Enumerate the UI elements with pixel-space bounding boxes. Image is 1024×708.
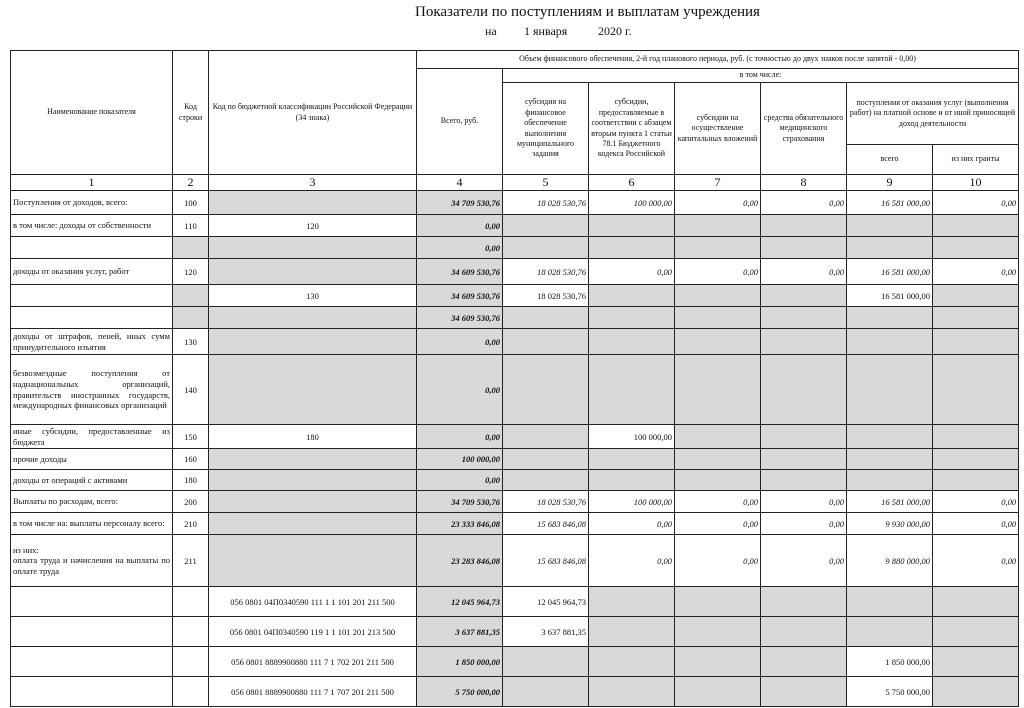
cell-c9 <box>847 449 933 470</box>
cell-total: 34 609 530,76 <box>417 307 503 329</box>
cell-name <box>11 285 173 307</box>
cell-c7: 0,00 <box>675 513 761 535</box>
cell-c10 <box>933 237 1019 259</box>
cell-code: 100 <box>173 191 209 215</box>
cell-name: доходы от оказания услуг, работ <box>11 259 173 285</box>
cell-c6 <box>589 647 675 677</box>
table-row <box>11 191 1019 215</box>
cell-kbk <box>209 449 417 470</box>
header-c8: средства обязательного медицинского страхования <box>761 83 847 175</box>
cell-c9 <box>847 617 933 647</box>
date-day-month: 1 января <box>524 24 568 38</box>
cell-total: 0,00 <box>417 215 503 237</box>
column-number: 9 <box>847 175 933 191</box>
table-row <box>11 617 1019 647</box>
cell-c6 <box>589 449 675 470</box>
cell-c10 <box>933 355 1019 425</box>
cell-c7 <box>675 285 761 307</box>
cell-c6: 100 000,00 <box>589 191 675 215</box>
table-row <box>11 307 1019 329</box>
cell-kbk <box>209 259 417 285</box>
cell-c8 <box>761 425 847 449</box>
cell-c6 <box>589 470 675 491</box>
column-number: 5 <box>503 175 589 191</box>
cell-name: прочие доходы <box>11 449 173 470</box>
cell-kbk: 056 0801 04П0340590 111 1 1 101 201 211 500 <box>209 587 417 617</box>
cell-c10: 0,00 <box>933 259 1019 285</box>
table-row <box>11 535 1019 587</box>
cell-name <box>11 587 173 617</box>
header-c6: субсидии, предоставляемые в соответствии с абзацем вторым пункта 1 статьи 78.1 Бюджетного кодекса Российской <box>589 83 675 175</box>
cell-kbk: 180 <box>209 425 417 449</box>
cell-total: 1 850 000,00 <box>417 647 503 677</box>
cell-kbk <box>209 307 417 329</box>
column-number: 10 <box>933 175 1019 191</box>
cell-c7: 0,00 <box>675 535 761 587</box>
cell-c5 <box>503 425 589 449</box>
cell-c9 <box>847 307 933 329</box>
cell-c5: 15 683 846,08 <box>503 513 589 535</box>
header-total: Всего, руб. <box>417 69 503 175</box>
header-c9-grants: из них гранты <box>933 145 1019 175</box>
cell-c9 <box>847 237 933 259</box>
header-volume: Объем финансового обеспечения, 2-й год планового периода, руб. (с точностью до двух знаков после запятой - 0,00) <box>417 51 1019 69</box>
cell-code: 120 <box>173 259 209 285</box>
cell-c5: 3 637 881,35 <box>503 617 589 647</box>
cell-c6 <box>589 307 675 329</box>
cell-kbk <box>209 237 417 259</box>
table-row <box>11 449 1019 470</box>
cell-c10 <box>933 285 1019 307</box>
column-number: 8 <box>761 175 847 191</box>
table-row <box>11 285 1019 307</box>
cell-c6 <box>589 587 675 617</box>
cell-code <box>173 647 209 677</box>
cell-c7 <box>675 237 761 259</box>
cell-kbk <box>209 470 417 491</box>
cell-total: 5 750 000,00 <box>417 677 503 707</box>
cell-c8 <box>761 449 847 470</box>
header-kbk: Код по бюджетной классификации Российской Федерации (34 знака) <box>209 51 417 175</box>
cell-c9 <box>847 355 933 425</box>
cell-c8 <box>761 329 847 355</box>
cell-code: 150 <box>173 425 209 449</box>
cell-name: иные субсидии, предоставленные из бюджета <box>11 425 173 449</box>
cell-c6 <box>589 677 675 707</box>
table-row <box>11 647 1019 677</box>
finance-table <box>10 50 1019 707</box>
cell-kbk <box>209 329 417 355</box>
cell-total: 23 283 846,08 <box>417 535 503 587</box>
cell-kbk: 130 <box>209 285 417 307</box>
cell-name <box>11 237 173 259</box>
cell-total: 34 709 530,76 <box>417 191 503 215</box>
cell-kbk: 120 <box>209 215 417 237</box>
table-row <box>11 470 1019 491</box>
cell-kbk: 056 0801 8889900880 111 7 1 702 201 211 500 <box>209 647 417 677</box>
document-title: Показатели по поступлениям и выплатам учреждения <box>415 4 760 20</box>
table-row <box>11 491 1019 513</box>
cell-c9: 16 581 000,00 <box>847 259 933 285</box>
cell-c7: 0,00 <box>675 491 761 513</box>
cell-c9: 16 581 000,00 <box>847 285 933 307</box>
cell-code: 160 <box>173 449 209 470</box>
cell-c6 <box>589 237 675 259</box>
table-row <box>11 425 1019 449</box>
cell-code <box>173 587 209 617</box>
cell-c8: 0,00 <box>761 491 847 513</box>
cell-c10 <box>933 449 1019 470</box>
date-prefix: на <box>485 24 497 38</box>
cell-c10 <box>933 587 1019 617</box>
cell-c7 <box>675 587 761 617</box>
cell-c6 <box>589 215 675 237</box>
column-number: 4 <box>417 175 503 191</box>
cell-c5: 18 028 530,76 <box>503 491 589 513</box>
cell-total: 0,00 <box>417 470 503 491</box>
cell-c5: 18 028 530,76 <box>503 191 589 215</box>
cell-name <box>11 647 173 677</box>
cell-c9 <box>847 470 933 491</box>
cell-kbk: 056 0801 8889900880 111 7 1 707 201 211 500 <box>209 677 417 707</box>
cell-c5 <box>503 307 589 329</box>
cell-c7 <box>675 617 761 647</box>
cell-name: доходы от операций с активами <box>11 470 173 491</box>
cell-c7 <box>675 215 761 237</box>
cell-c8 <box>761 647 847 677</box>
cell-c10 <box>933 470 1019 491</box>
cell-c7: 0,00 <box>675 259 761 285</box>
cell-c9: 5 750 000,00 <box>847 677 933 707</box>
cell-c8: 0,00 <box>761 513 847 535</box>
table-row <box>11 677 1019 707</box>
cell-c7 <box>675 647 761 677</box>
header-c5: субсидия на финансовое обеспечение выполнения муниципального задания <box>503 83 589 175</box>
cell-c8: 0,00 <box>761 535 847 587</box>
cell-name: в том числе: доходы от собственности <box>11 215 173 237</box>
cell-code: 180 <box>173 470 209 491</box>
cell-c6: 0,00 <box>589 513 675 535</box>
cell-name: из них: оплата труда и начисления на выплаты по оплате труда <box>11 535 173 587</box>
header-incl: в том числе: <box>503 69 1019 83</box>
cell-code <box>173 237 209 259</box>
cell-code: 110 <box>173 215 209 237</box>
cell-c5 <box>503 449 589 470</box>
column-number: 6 <box>589 175 675 191</box>
cell-total: 0,00 <box>417 425 503 449</box>
table-row <box>11 259 1019 285</box>
cell-c5: 18 028 530,76 <box>503 285 589 307</box>
cell-c10 <box>933 425 1019 449</box>
cell-c7 <box>675 307 761 329</box>
cell-c8: 0,00 <box>761 259 847 285</box>
cell-total: 3 637 881,35 <box>417 617 503 647</box>
table-row <box>11 329 1019 355</box>
cell-code <box>173 307 209 329</box>
cell-c9 <box>847 587 933 617</box>
cell-c10: 0,00 <box>933 513 1019 535</box>
cell-c5 <box>503 677 589 707</box>
cell-c7 <box>675 355 761 425</box>
cell-c6 <box>589 329 675 355</box>
cell-c5 <box>503 647 589 677</box>
cell-code <box>173 677 209 707</box>
cell-c9: 9 880 000,00 <box>847 535 933 587</box>
cell-c10: 0,00 <box>933 191 1019 215</box>
cell-code: 210 <box>173 513 209 535</box>
cell-c6: 100 000,00 <box>589 425 675 449</box>
cell-total: 0,00 <box>417 329 503 355</box>
cell-kbk <box>209 191 417 215</box>
header-code: Код строки <box>173 51 209 175</box>
cell-c8 <box>761 237 847 259</box>
cell-kbk: 056 0801 04П0340590 119 1 1 101 201 213 500 <box>209 617 417 647</box>
header-name: Наименование показателя <box>11 51 173 175</box>
cell-c9 <box>847 425 933 449</box>
cell-code: 200 <box>173 491 209 513</box>
cell-total: 23 333 846,08 <box>417 513 503 535</box>
table-row <box>11 355 1019 425</box>
cell-c8 <box>761 215 847 237</box>
cell-c5 <box>503 237 589 259</box>
cell-name: Поступления от доходов, всего: <box>11 191 173 215</box>
cell-total: 100 000,00 <box>417 449 503 470</box>
cell-c10 <box>933 677 1019 707</box>
column-number: 2 <box>173 175 209 191</box>
table-row <box>11 237 1019 259</box>
cell-c8 <box>761 587 847 617</box>
cell-name <box>11 307 173 329</box>
cell-kbk <box>209 355 417 425</box>
cell-c8 <box>761 470 847 491</box>
cell-c6: 0,00 <box>589 259 675 285</box>
cell-c6 <box>589 617 675 647</box>
cell-name: доходы от штрафов, пеней, иных сумм принудительного изъятия <box>11 329 173 355</box>
cell-code: 130 <box>173 329 209 355</box>
cell-c10: 0,00 <box>933 535 1019 587</box>
cell-kbk <box>209 535 417 587</box>
cell-c5 <box>503 355 589 425</box>
cell-total: 0,00 <box>417 237 503 259</box>
cell-c10 <box>933 329 1019 355</box>
cell-c8 <box>761 677 847 707</box>
cell-c5: 15 683 846,08 <box>503 535 589 587</box>
column-number: 3 <box>209 175 417 191</box>
cell-c5 <box>503 215 589 237</box>
cell-code <box>173 285 209 307</box>
cell-c9: 16 581 000,00 <box>847 491 933 513</box>
cell-c7 <box>675 470 761 491</box>
column-number: 7 <box>675 175 761 191</box>
header-c9: поступления от оказания услуг (выполнения работ) на платной основе и от иной приносящей доход деятельности <box>847 83 1019 145</box>
cell-c9 <box>847 329 933 355</box>
cell-c6: 100 000,00 <box>589 491 675 513</box>
cell-total: 34 609 530,76 <box>417 285 503 307</box>
cell-total: 34 709 530,76 <box>417 491 503 513</box>
cell-name: в том числе на: выплаты персоналу всего: <box>11 513 173 535</box>
cell-c6: 0,00 <box>589 535 675 587</box>
cell-c7 <box>675 449 761 470</box>
table-row <box>11 215 1019 237</box>
cell-c9: 1 850 000,00 <box>847 647 933 677</box>
cell-c10 <box>933 647 1019 677</box>
cell-c8: 0,00 <box>761 191 847 215</box>
cell-c7 <box>675 677 761 707</box>
table-row <box>11 513 1019 535</box>
cell-code: 140 <box>173 355 209 425</box>
cell-c8 <box>761 617 847 647</box>
header-c7: субсидии на осуществление капитальных вложений <box>675 83 761 175</box>
cell-total: 12 045 964,73 <box>417 587 503 617</box>
cell-kbk <box>209 491 417 513</box>
cell-total: 34 609 530,76 <box>417 259 503 285</box>
cell-c6 <box>589 355 675 425</box>
cell-total: 0,00 <box>417 355 503 425</box>
cell-c7: 0,00 <box>675 191 761 215</box>
column-number: 1 <box>11 175 173 191</box>
cell-code <box>173 617 209 647</box>
cell-name <box>11 617 173 647</box>
date-year: 2020 г. <box>598 24 632 38</box>
cell-c10 <box>933 307 1019 329</box>
cell-c9: 16 581 000,00 <box>847 191 933 215</box>
cell-c8 <box>761 285 847 307</box>
cell-c10 <box>933 215 1019 237</box>
cell-c9 <box>847 215 933 237</box>
cell-name: безвозмездные поступления от наднациональных организаций, правительств иностранных государств, международных финансовых организаций <box>11 355 173 425</box>
cell-c10: 0,00 <box>933 491 1019 513</box>
cell-c5: 12 045 964,73 <box>503 587 589 617</box>
cell-kbk <box>209 513 417 535</box>
cell-c10 <box>933 617 1019 647</box>
cell-name <box>11 677 173 707</box>
cell-c6 <box>589 285 675 307</box>
cell-c8 <box>761 355 847 425</box>
table-row <box>11 587 1019 617</box>
cell-name: Выплаты по расходам, всего: <box>11 491 173 513</box>
cell-c5: 18 028 530,76 <box>503 259 589 285</box>
cell-c7 <box>675 329 761 355</box>
cell-c9: 9 930 000,00 <box>847 513 933 535</box>
cell-c5 <box>503 470 589 491</box>
cell-c7 <box>675 425 761 449</box>
cell-code: 211 <box>173 535 209 587</box>
header-c9-all: всего <box>847 145 933 175</box>
cell-c5 <box>503 329 589 355</box>
cell-c8 <box>761 307 847 329</box>
